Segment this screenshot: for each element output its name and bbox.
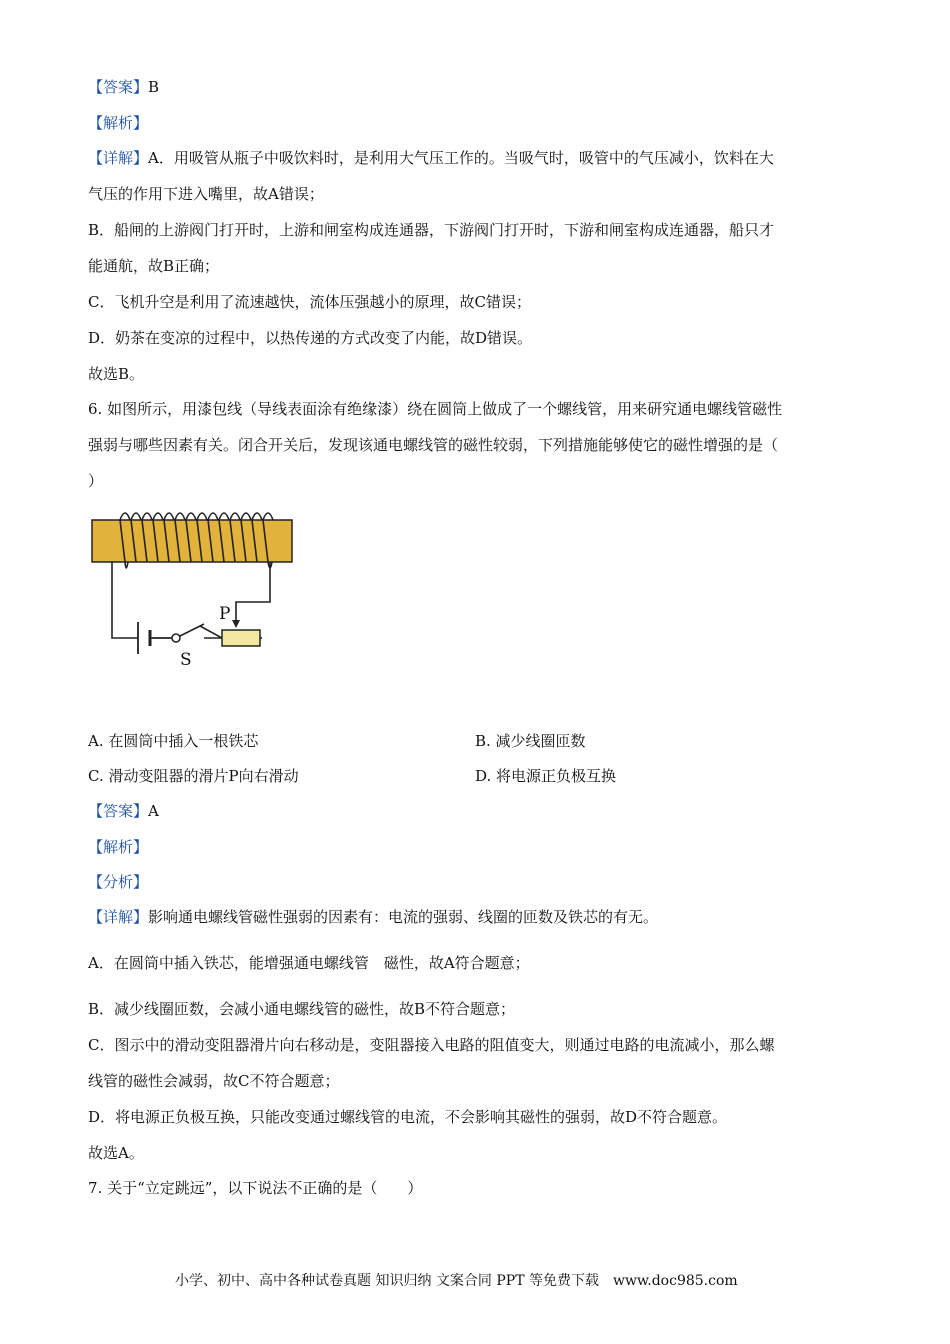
option-b: B. 减少线圈匝数 [475,732,586,750]
rheostat-body [222,630,260,646]
detail-line [88,906,658,927]
answer-value: B [148,78,160,96]
option-a: A. 在圆筒中插入一根铁芯 [88,732,259,750]
conclusion-text: 故选B。 [88,365,145,383]
page-footer: 小学、初中、高中各种试卷真题 知识归纳 文案合同 PPT 等免费下载 www.doc985.com [175,1273,738,1289]
answer-line-q5 [88,76,159,97]
answer-line-q6 [88,800,159,821]
option-c: C. 滑动变阻器的滑片P向右滑动 [88,767,299,785]
answer-tag: 【答案】 [88,78,149,96]
detail-text: D．将电源正负极互换，只能改变通过螺线管的电流，不会影响其磁性的强弱，故D不符合题意。 [88,1108,728,1126]
detail-text: 线管的磁性会减弱，故C不符合题意； [88,1072,340,1090]
circuit-wires [112,562,270,638]
detail-text: C．图示中的滑动变阻器滑片向右移动是，变阻器接入电路的阻值变大，则通过电路的电流减小，那么螺 [88,1036,775,1054]
analysis-tag: 【解析】 [88,838,149,856]
solenoid-circuit-figure [88,498,308,673]
detail-text: D．奶茶在变凉的过程中，以热传递的方式改变了内能，故D错误。 [88,329,533,347]
answer-tag: 【答案】 [88,802,149,820]
answer-value: A [148,802,159,820]
analysis-tag: 【解析】 [88,114,149,132]
switch-pivot [172,634,180,642]
switch-blade [180,624,204,636]
detail-tag: 【详解】 [88,149,149,167]
option-d: D. 将电源正负极互换 [475,767,617,785]
question-stem: 强弱与哪些因素有关。闭合开关后，发现该通电螺线管的磁性较弱，下列措施能够使它的磁性增强的是（ [88,436,779,454]
detail-line [88,147,774,168]
question-stem: ） [88,472,104,490]
detail-text: 能通航，故B正确； [88,257,220,275]
detail-text: A．在圆筒中插入铁芯，能增强通电螺线管 磁性，故A符合题意； [88,954,530,972]
fenxi-tag: 【分析】 [88,873,149,891]
detail-text: 影响通电螺线管磁性强弱的因素有：电流的强弱、线圈的匝数及铁芯的有无。 [148,908,659,926]
coil-back [120,513,273,520]
detail-text: 气压的作用下进入嘴里，故A错误； [88,185,324,203]
slider-label: P [219,604,231,624]
question-stem: 6. 如图所示，用漆包线（导线表面涂有绝缘漆）绕在圆筒上做成了一个螺线管，用来研究通电螺线管磁性 [88,400,783,418]
detail-tag: 【详解】 [88,908,149,926]
conclusion-text: 故选A。 [88,1144,144,1162]
detail-text: C．飞机升空是利用了流速越快，流体压强越小的原理，故C错误； [88,293,531,311]
switch-label: S [180,650,192,670]
question-stem: 7. 关于“立定跳远”，以下说法不正确的是（ ） [88,1179,423,1197]
detail-text: B．减少线圈匝数，会减小通电螺线管的磁性，故B不符合题意； [88,1000,516,1018]
detail-text: B．船闸的上游阀门打开时，上游和闸室构成连通器，下游阀门打开时，下游和闸室构成连通器，船只才 [88,221,775,239]
slider-arrow [232,620,240,628]
detail-text: A．用吸管从瓶子中吸饮料时，是利用大气压工作的。当吸气时，吸管中的气压减小，饮料在大 [148,149,774,167]
